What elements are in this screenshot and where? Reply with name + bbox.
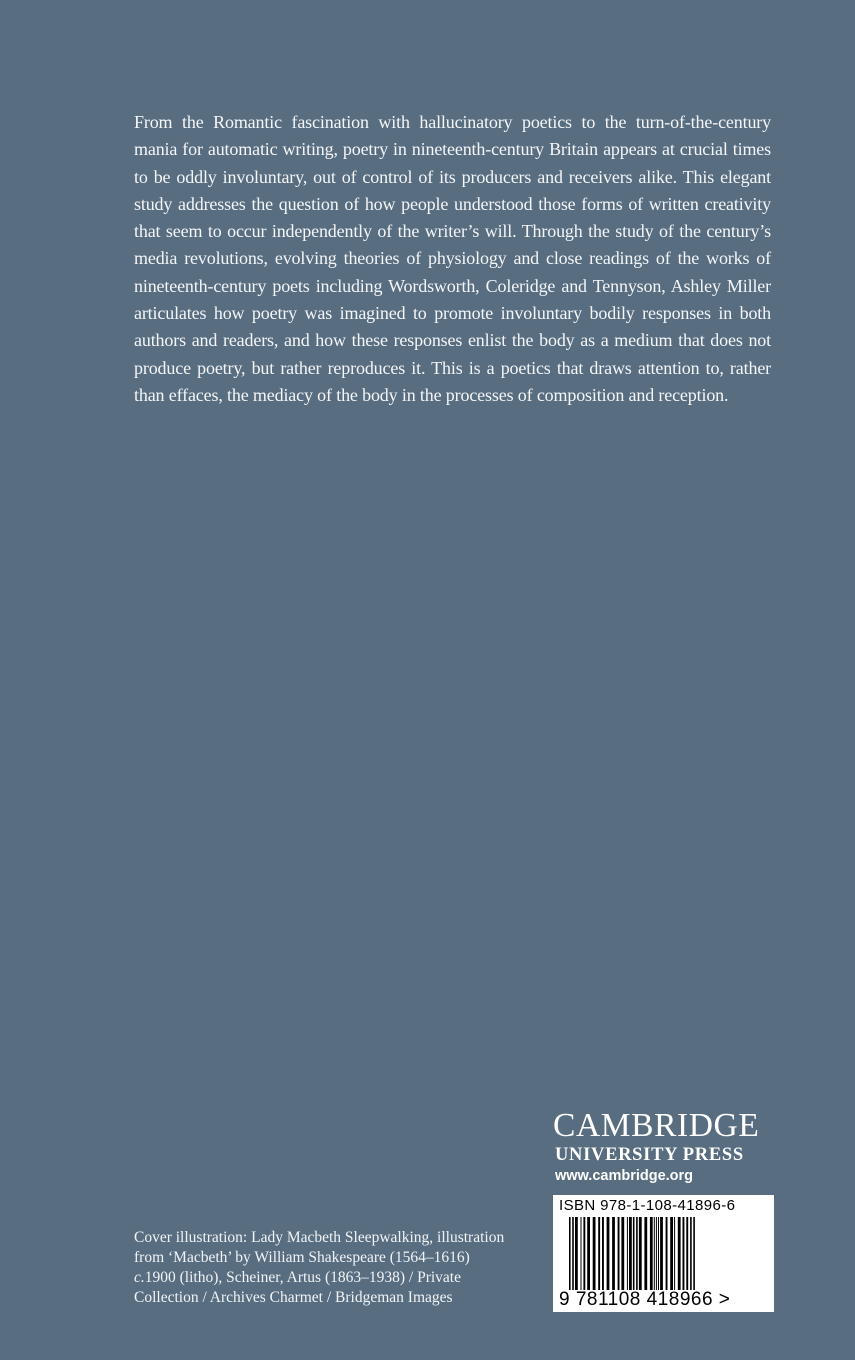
barcode-bar [593, 1217, 596, 1293]
barcode-bar [581, 1217, 582, 1293]
barcode-digits: 9 781108 418966 > [559, 1289, 731, 1310]
barcode-bar [660, 1217, 663, 1293]
barcode-bar [639, 1217, 642, 1293]
credit-line-4: Collection / Archives Charmet / Bridgeman Images [134, 1289, 453, 1306]
barcode-bar [644, 1217, 647, 1293]
isbn-barcode [553, 1195, 774, 1312]
barcode-bar [629, 1217, 632, 1293]
barcode-bar [602, 1217, 604, 1293]
barcode-bar [618, 1217, 620, 1293]
barcode-bar [598, 1217, 600, 1293]
isbn-label: ISBN 978-1-108-41896-6 [559, 1197, 736, 1214]
barcode-bar [656, 1217, 657, 1293]
barcode-bar [683, 1217, 685, 1293]
barcode-bar [658, 1217, 659, 1293]
barcode-bar [607, 1217, 610, 1293]
publisher-logo [553, 1108, 775, 1185]
back-cover-blurb: From the Romantic fascination with hallucinatory poetics to the turn-of-the-century mania for automatic writing, poetry in nineteenth-century Britain appears at crucial times to be oddly involuntary, out of control of its producers and receivers alike. This elegant study addresses the question of how people understood those forms of written creativity that seem to occur independently of the writer’s will. Through the study of the century’s media revolutions, evolving theories of physiology and close readings of the works of nineteenth-century poets including Wordsworth, Coleridge and Tennyson, Ashley Miller articulates how poetry was imagined to promote involuntary bodily responses in both authors and readers, and how these responses enlist the body as a medium that does not produce poetry, but rather reproduces it. This is a poetics that draws attention to, rather than effaces, the mediacy of the body in the processes of composition and reception. [134, 112, 771, 405]
barcode-bar [612, 1217, 615, 1293]
credit-line-1: Cover illustration: Lady Macbeth Sleepwalking, illustration [134, 1229, 505, 1246]
credit-line-3-text: 1900 (litho), Scheiner, Artus (1863–1938) / Private [144, 1269, 461, 1286]
barcode-bar [587, 1217, 590, 1293]
publisher-subname: UNIVERSITY PRESS [555, 1145, 744, 1165]
publisher-name: CAMBRIDGE [553, 1107, 760, 1144]
barcode-bar [670, 1217, 673, 1293]
barcode-bar [686, 1217, 688, 1293]
barcode-bar [654, 1217, 655, 1293]
barcode-bar [583, 1217, 585, 1293]
barcode-bar [575, 1217, 578, 1293]
barcode-bar [621, 1217, 624, 1293]
barcode-bar [666, 1217, 668, 1293]
barcode-bar [627, 1217, 628, 1293]
barcode-bar [674, 1217, 675, 1293]
barcode-bar [678, 1217, 681, 1293]
barcode-bar [650, 1217, 653, 1293]
credit-line-3 [134, 1268, 534, 1288]
publisher-url: www.cambridge.org [555, 1168, 694, 1184]
credit-circa: c. [134, 1269, 145, 1286]
cover-illustration-credit [134, 1228, 534, 1308]
credit-line-2: from ‘Macbeth’ by William Shakespeare (1564–1616) [134, 1249, 470, 1266]
